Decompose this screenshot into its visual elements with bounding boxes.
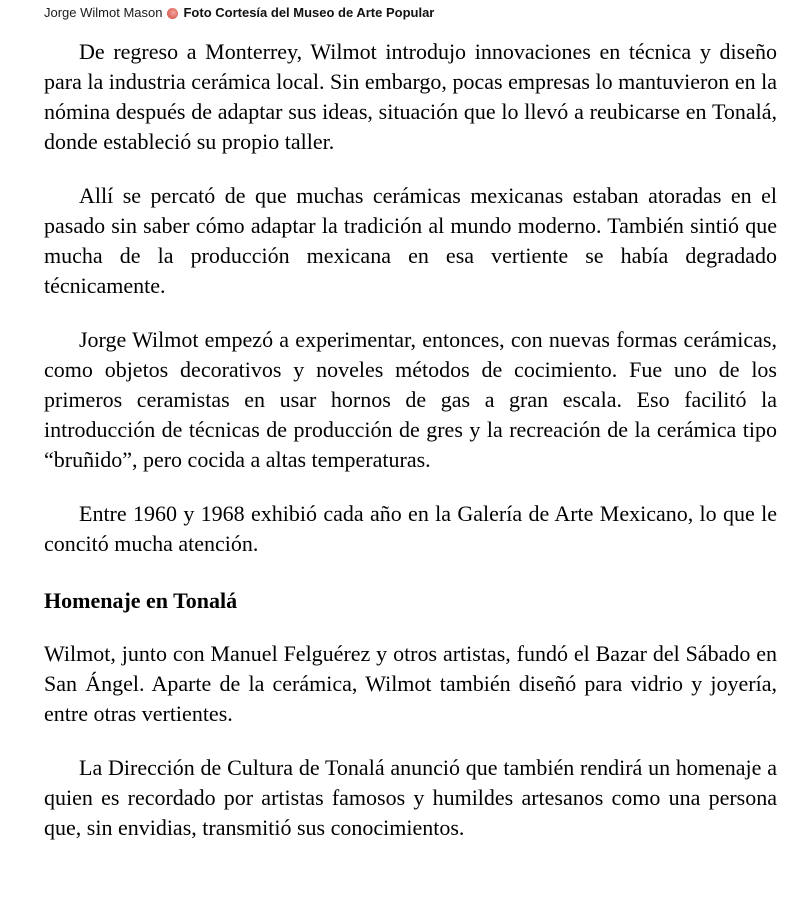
paragraph-6: La Dirección de Cultura de Tonalá anunció que también rendirá un homenaje a quien es recordado por artistas famosos y humildes artesanos como una persona que, sin envidias, transmitió sus conocimientos. bbox=[44, 755, 777, 840]
article-body bbox=[44, 37, 777, 843]
photo-credit-line bbox=[44, 5, 777, 21]
section-heading: Homenaje en Tonalá bbox=[44, 588, 238, 613]
paragraph-2: Allí se percató de que muchas cerámicas mexicanas estaban atoradas en el pasado sin saber cómo adaptar la tradición al mundo moderno. También sintió que mucha de la producción mexicana en esa vertiente se había degradado técnicamente. bbox=[44, 183, 777, 298]
paragraph-5: Wilmot, junto con Manuel Felguérez y otros artistas, fundó el Bazar del Sábado en San Ángel. Aparte de la cerámica, Wilmot también diseñó para vidrio y joyería, entre otras vertientes. bbox=[44, 641, 777, 726]
paragraph-1: De regreso a Monterrey, Wilmot introdujo innovaciones en técnica y diseño para la industria cerámica local. Sin embargo, pocas empresas lo mantuvieron en la nómina después de adaptar sus ideas, situación que lo llevó a reubicarse en Tonalá, donde estableció su propio taller. bbox=[44, 39, 777, 154]
paragraph-3: Jorge Wilmot empezó a experimentar, entonces, con nuevas formas cerámicas, como objetos decorativos y noveles métodos de cocimiento. Fue uno de los primeros ceramistas en usar hornos de gas a gran escala. Eso facilitó la introducción de técnicas de producción de gres y la recreación de la cerámica tipo “bruñido”, pero cocida a altas temperaturas. bbox=[44, 327, 777, 472]
red-dot-icon bbox=[167, 8, 178, 19]
paragraph-4: Entre 1960 y 1968 exhibió cada año en la Galería de Arte Mexicano, lo que le concitó mucha atención. bbox=[44, 501, 777, 556]
photo-credit-source: Foto Cortesía del Museo de Arte Popular bbox=[183, 5, 435, 20]
photo-credit-name: Jorge Wilmot Mason bbox=[44, 5, 163, 20]
